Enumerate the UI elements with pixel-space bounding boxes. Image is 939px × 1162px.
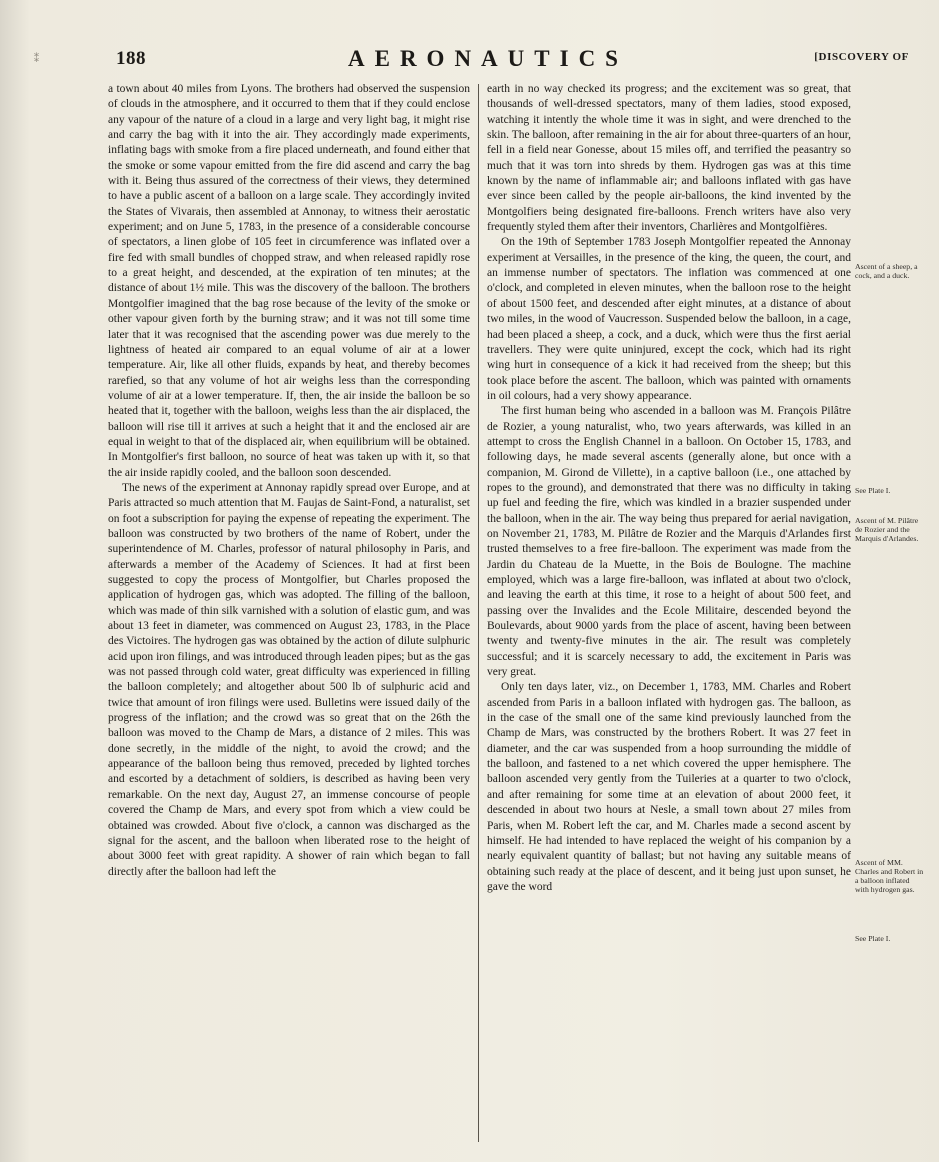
margin-note-plate: See Plate I. bbox=[855, 486, 891, 495]
paragraph: The first human being who ascended in a balloon was M. François Pilâtre de Rozier, a young naturalist, who, two years afterwards, was killed in an attempt to cross the English Channel in a balloon. On October 15, 1783, and following days, he made several ascents (generally alone, but once with a companion, M. Girond de Villette), in a captive balloon (i.e., one attached by ropes to the ground), and demonstrated that there was no difficulty in taking up fuel and feeding the fire, which was kindled in a brazier suspended under the balloon, when in the air. The way being thus prepared for aerial navigation, on November 21, 1783, M. Pilâtre de Rozier and the Marquis d'Arlandes first trusted themselves to a free fire-balloon. The experiment was made from the Jardin du Chateau de la Muette, in the Bois de Boulogne. The machine employed, which was a large fire-balloon, was inflated at about two o'clock, and leaving the earth at this time, it rose to a height of about 500 feet, and passing over the Invalides and the Ecole Militaire, descended beyond the Boulevards, about 9000 yards from the place of ascent, having been between twenty and twenty-five minutes in the air. The result was completely successful; and it is scarcely necessary to add, the excitement in Paris was very great. bbox=[487, 405, 851, 679]
margin-note-plate: See Plate I. bbox=[855, 934, 891, 943]
paragraph: earth in no way checked its progress; and the excitement was so great, that thousands of well-dressed spectators, many of them ladies, stood exposed, watching it intently the whole time it was in sight, and were drenched to the skin. The balloon, after remaining in the air for about three-quarters of an hour, fell in a field near Gonesse, about 15 miles off, and terrified the peasantry so much that it was torn into shreds by them. Hydrogen gas was at this time known by the name of inflammable air; and balloons inflated with gas have ever since been called by the people air-balloons, the kind invented by the Montgolfiers being designated fire-balloons. French writers have also very frequently styled them after their inventors, Charlières and Montgolfières. bbox=[487, 83, 852, 234]
page-number: 188 bbox=[116, 48, 146, 69]
margin-note-charles-ascent: Ascent of MM. Charles and Robert in a balloon inflated with hydrogen gas. bbox=[855, 858, 924, 894]
left-column bbox=[108, 82, 470, 880]
paragraph: On the 19th of September 1783 Joseph Montgolfier repeated the Annonay experiment at Versailles, in the presence of the king, the queen, the court, and an immense number of spectators. The inflation was commenced at one o'clock, and completed in eleven minutes, when the balloon rose to the height of about 1500 feet, and descended after eight minutes, at a distance of about two miles, in the wood of Vaucresson. Suspended below the balloon, in a cage, had been placed a sheep, a cock, and a duck, which were thus the first aerial travellers. They were quite uninjured, except the cock, which had its right wing hurt in consequence of a kick it had received from the sheep; but this took place before the ascent. The balloon, which was painted with ornaments in oil colours, had a very showy appearance. bbox=[487, 236, 851, 402]
section-tag: [DISCOVERY OF bbox=[814, 51, 909, 63]
margin-note-sheep-ascent: Ascent of a sheep, a cock, and a duck. bbox=[855, 262, 918, 280]
paragraph: The news of the experiment at Annonay rapidly spread over Europe, and at Paris attracted so much attention that M. Faujas de Saint-Fond, a naturalist, set on foot a subscription for paying the expense of repeating the experiment. The balloon was constructed by two brothers of the name of Robert, under the superintendence of M. Charles, professor of natural philosophy in Paris, and afterwards a member of the Academy of Sciences. It had at first been suggested to copy the process of Montgolfier, but Charles proposed the application of hydrogen gas, which was adopted. The filling of the balloon, which was made of thin silk varnished with a solution of elastic gum, and was about 13 feet in diameter, was commenced on August 23, 1783, in the Place des Victoires. The hydrogen gas was obtained by the action of dilute sulphuric acid upon iron filings, and was introduced through leaden pipes; but as the gas was not passed through cold water, great difficulty was experienced in filling the balloon completely; and altogether about 500 lb of sulphuric acid and twice that amount of iron filings were used. Bulletins were issued daily of the progress of the inflation; and the crowd was so great that on the 26th the balloon was moved to the Champ de Mars, a distance of 2 miles. This was done secretly, in the middle of the night, to avoid the crowd; and the appearance of the balloon being thus removed, preceded by lighted torches and escorted by a detachment of soldiers, is described as having been very remarkable. On the next day, August 27, an immense concourse of people covered the Champ de Mars, and every spot from which a view could be obtained was crowded. About five o'clock, a cannon was discharged as the signal for the ascent, and the balloon when liberated rose to the height of about 3000 feet with great rapidity. A shower of rain which began to fall directly after the balloon had left the bbox=[108, 481, 470, 878]
running-title: AERONAUTICS bbox=[348, 46, 628, 71]
right-column bbox=[487, 82, 851, 895]
column-divider bbox=[478, 84, 479, 1142]
paragraph: a town about 40 miles from Lyons. The brothers had observed the suspension of clouds in the atmosphere, and it occurred to them that if they could enclose any vapour of the nature of a cloud in a large and very light bag, it might rise and carry the bag with it into the air. They accordingly made experiments, inflating bags with smoke from a fire placed underneath, and found either that the smoke or some vapour emitted from the fire did ascend and carry the bag with it. Being thus assured of the correctness of their views, they determined to have a public ascent of a balloon on a large scale. They accordingly invited the States of Vivarais, then assembled at Annonay, to witness their aerostatic experiment; and on June 5, 1783, in the presence of a considerable concourse of spectators, a linen globe of 105 feet in circumference was inflated over a fire fed with small bundles of chopped straw, and when released rapidly rose to a great height, and descended, at the expiration of ten minutes; at the distance of about 1½ mile. This was the discovery of the balloon. The brothers Montgolfier imagined that the bag rose because of the levity of the smoke or other vapour given forth by the burning straw; and it was not till some time later that it was recognised that the ascending power was due merely to the lightness of heated air compared to an equal volume of air at a lower temperature. Air, like all other fluids, expands by heat, and thereby becomes rarefied, so that any volume of hot air weighs less than the corresponding volume of air at a lower temperature. If, then, the air inside the balloon be so heated that it, together with the balloon, weighs less than the air displaced, the balloon will rise till it arrives at such a height that it and the enclosed air are equal in weight to that of the displaced air, when equilibrium will be obtained. In Montgolfier's first balloon, no source of heat was taken up with it, so that the air inside rapidly cooled, and the balloon soon descended. bbox=[108, 83, 470, 479]
corner-mark: ⁑ bbox=[34, 54, 39, 65]
page-header bbox=[116, 48, 909, 78]
margin-note-rozier-ascent: Ascent of M. Pilâtre de Rozier and the Marquis d'Arlandes. bbox=[855, 516, 919, 543]
paragraph: Only ten days later, viz., on December 1, 1783, MM. Charles and Robert ascended from Paris in a balloon inflated with hydrogen gas. The balloon, as in the case of the small one of the same kind previously launched from the Champ de Mars, was constructed by the brothers Robert. It was 27 feet in diameter, and the car was suspended from a hoop surrounding the middle of the balloon, and fastened to a net which covered the upper hemisphere. The balloon ascended very gently from the Tuileries at a quarter to two o'clock, and after remaining for some time at an elevation of about 2000 feet, it descended in about two hours at Nesle, a small town about 27 miles from Paris, when M. Robert left the car, and M. Charles made a second ascent by himself. He had intended to have replaced the weight of his companion by a nearly equivalent quantity of ballast; but not having any suitable means of obtaining such ready at the place of descent, and it being just upon sunset, he gave the word bbox=[487, 681, 851, 893]
